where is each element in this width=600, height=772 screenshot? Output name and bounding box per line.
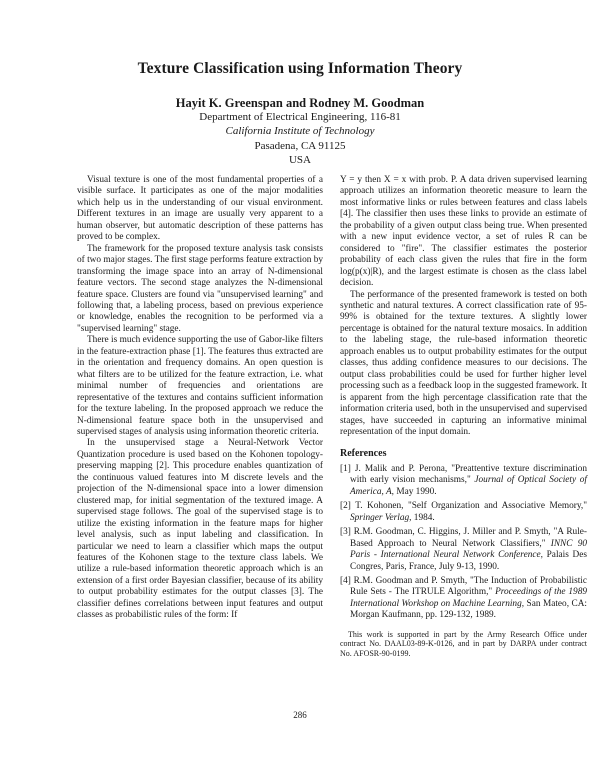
reference-number: [4] bbox=[340, 575, 351, 586]
body-paragraph: The framework for the proposed texture analysis task consists of two major stages. The first stage performs feature extraction by transforming the image space into an array of N-dimensional feature vectors. The second stage analyzes the N-dimensional feature space. Clusters are found via "unsupervised learning" and following that, a labeling process, based on previous experience or knowledge, enables the recognition to be performed via a "supervised learning" stage. bbox=[77, 243, 323, 334]
reference-details: Palais Des Congres, Paris, France, July 9-13, 1990. bbox=[350, 550, 587, 572]
references-heading: References bbox=[340, 448, 387, 460]
page-number: 286 bbox=[293, 710, 307, 720]
reference-number: [1] bbox=[340, 463, 351, 474]
paper-authors: Hayit K. Greenspan and Rodney M. Goodman bbox=[175, 96, 425, 110]
affiliation-city: Pasadena, CA 91125 bbox=[254, 140, 346, 152]
affiliation-institute: California Institute of Technology bbox=[225, 125, 375, 137]
reference-details: 1984. bbox=[413, 512, 435, 523]
reference-text: J. Malik and P. Perona, "Preattentive texture discrimination with early vision mechanisms," bbox=[350, 463, 587, 486]
reference-number: [2] bbox=[340, 501, 351, 512]
reference-venue: Proceedings of the 1989 International Workshop on Machine Learning, bbox=[350, 587, 587, 609]
reference-item bbox=[340, 576, 587, 622]
body-paragraph: The performance of the presented framework is tested on both synthetic and natural textures. A correct classification rate of 95-99% is obtained for the texture textures. A slightly lower percentage is obtained for the natural texture mosaics. In addition to the labeling stage, the rule-based information theoretic approach enables us to output probability estimates for the output classes, thus adding confidence measures to our decisions. The output class probabilities could be used for further higher level processing such as a feedback loop in the suggested framework. It is apparent from the high percentage classification rate that the information criteria used, both in the unsupervised and supervised stages, have succeeded in capturing an informative minimal representation of the input domain. bbox=[340, 289, 587, 437]
paper-title: Texture Classification using Information Theory bbox=[137, 60, 463, 77]
reference-details: San Mateo, CA: Morgan Kaufmann, pp. 129-132, 1989. bbox=[350, 598, 587, 621]
funding-footnote: This work is supported in part by the Army Research Office under contract No. DAAL03-89-K-0126, and in part by DARPA under contract No. AFOSR-90-0199. bbox=[340, 629, 587, 658]
left-column bbox=[77, 175, 323, 622]
reference-item bbox=[340, 464, 587, 498]
reference-details: May 1990. bbox=[396, 486, 437, 497]
affiliation-country: USA bbox=[288, 154, 311, 166]
reference-item bbox=[340, 527, 587, 573]
reference-item bbox=[340, 501, 587, 524]
reference-venue: Journal of Optical Society of America, A, bbox=[350, 475, 587, 497]
affiliation-department: Department of Electrical Engineering, 116-81 bbox=[199, 111, 401, 123]
reference-number: [3] bbox=[340, 527, 351, 538]
body-paragraph: Visual texture is one of the most fundamental properties of a visible surface. It participates as one of the major modalities which help us in the understanding of our visual environment. Different textures in an image are usually very apparent to a human observer, but automatic description of these patterns has proved to be complex. bbox=[77, 175, 323, 243]
reference-text: T. Kohonen, "Self Organization and Associative Memory," bbox=[355, 501, 587, 512]
body-paragraph: In the unsupervised stage a Neural-Network Vector Quantization procedure is used based on the Kohonen topology-preserving mapping [2]. This procedure enables quantization of the continuous valued features into M discrete levels and the projection of the N-dimensional space into a lower dimension clustered map, for initial segmentation of the textured image. A supervised stage follows. The goal of the supervised stage is to utilize the existing information in the feature maps for higher level analysis, such as input labeling and classification. In particular we need to learn a classifier which maps the output features of the Kohonen stage to the texture class labels. We utilize a rule-based information theoretic approach which is an extension of a first order Bayesian classifier, because of its ability to output probability estimates for the output classes [3]. The classifier defines correlations between input features and output classes as probabilistic rules of the form: If bbox=[77, 438, 323, 621]
reference-text: R.M. Goodman, C. Higgins, J. Miller and P. Smyth, "A Rule-Based Approach to Neural Network Classifiers," bbox=[350, 527, 587, 549]
body-paragraph: There is much evidence supporting the use of Gabor-like filters in the feature-extraction phase [1]. The features thus extracted are in the orientation and frequency domains. An open question is what filters are to be utilized for the feature extraction, i.e. what minimal number of frequencies and orientations are representative of the textures and contains sufficient information for the texture labeling. In the proposed approach we reduce the N-dimensional feature space both in the unsupervised and supervised stages of analysis using information theoretic criteria. bbox=[77, 335, 323, 437]
right-column bbox=[340, 175, 587, 658]
reference-text: R.M. Goodman and P. Smyth, "The Induction of Probabilistic Rule Sets - The ITRULE Algorithm," bbox=[350, 575, 587, 598]
reference-venue: Springer Verlag, bbox=[350, 512, 412, 523]
reference-venue: INNC 90 Paris - International Neural Network Conference, bbox=[350, 538, 587, 561]
body-paragraph: Y = y then X = x with prob. P. A data driven supervised learning approach utilizes an information theoretic measure to learn the most informative links or rules between features and class labels [4]. The classifier then uses these links to provide an estimate of the probability of a given output class being true. When presented with a new input evidence vector, a set of rules R can be considered to "fire". The classifier estimates the posterior probability of each class given the rules that fire in the form log(p(x)|R), and the largest estimate is chosen as the class label decision. bbox=[340, 175, 587, 289]
